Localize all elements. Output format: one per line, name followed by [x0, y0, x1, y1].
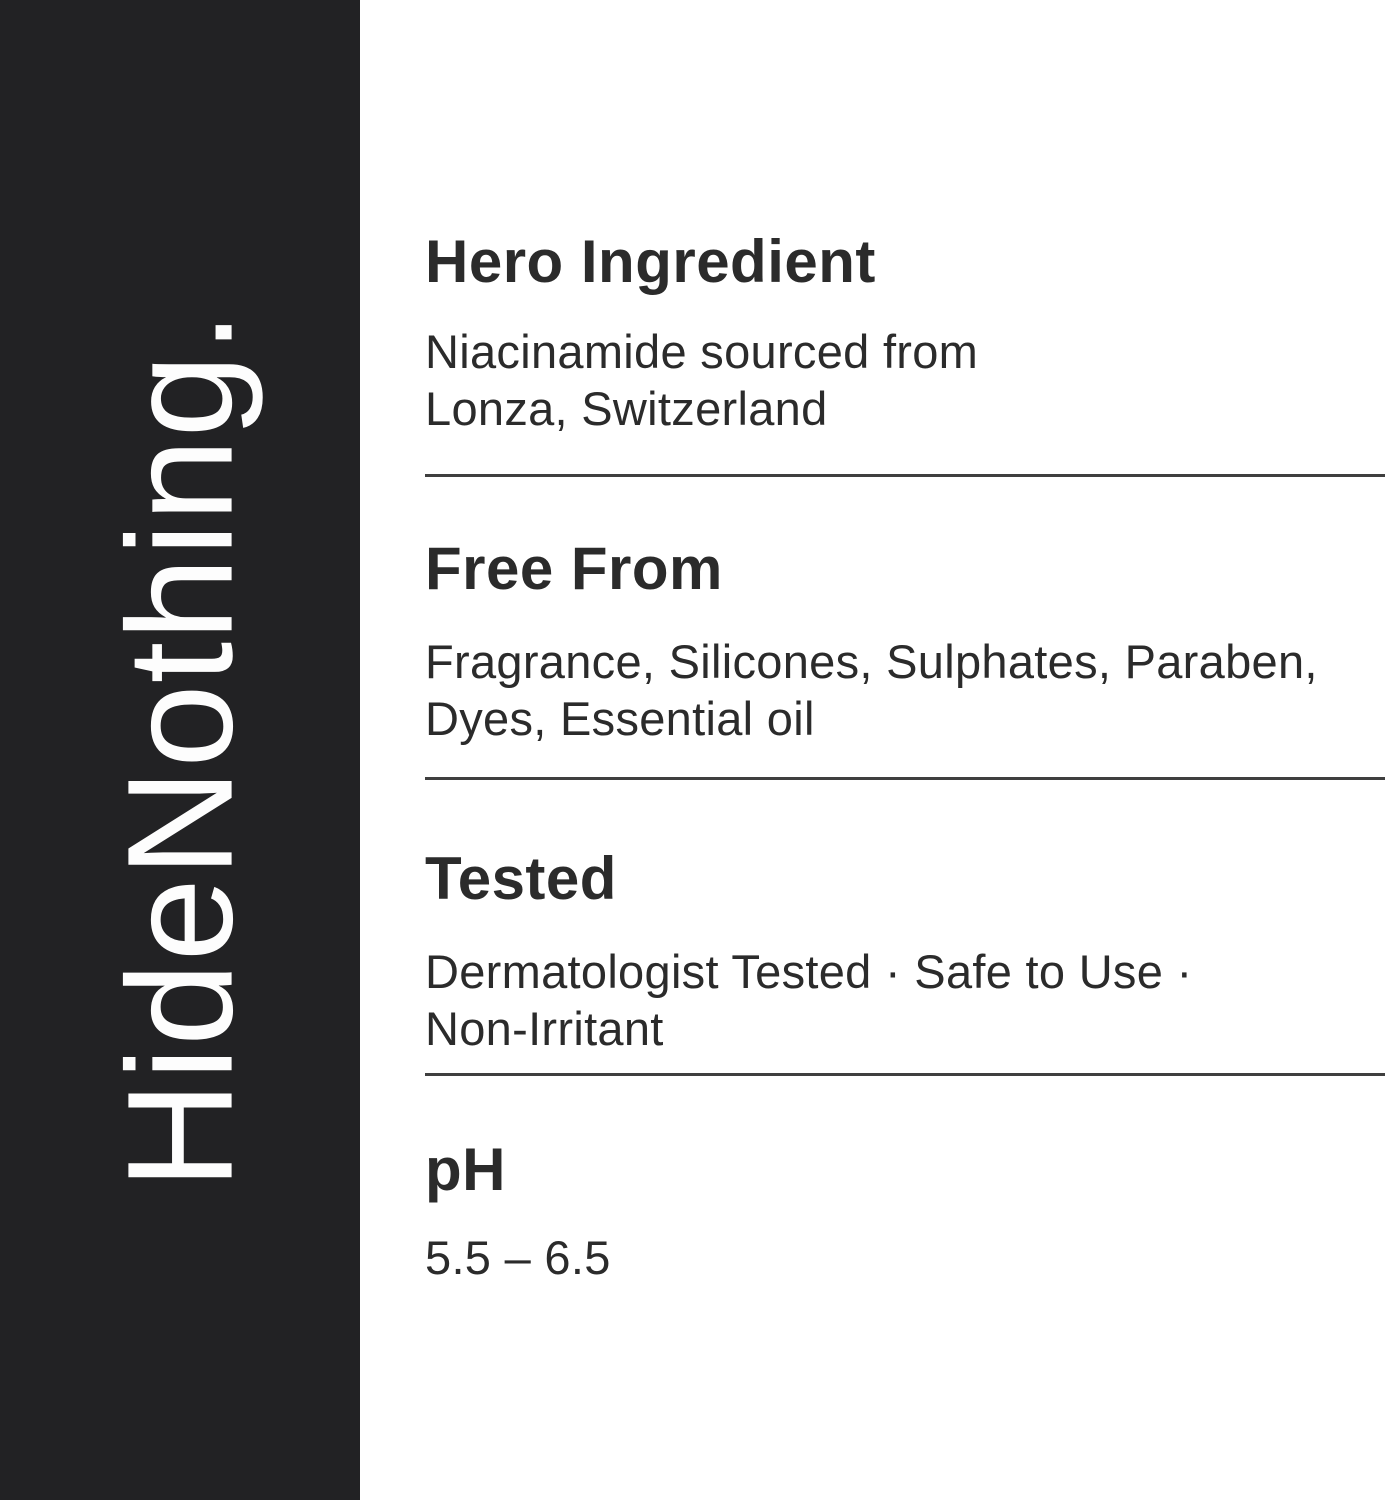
section-body-free-from	[425, 633, 1385, 747]
body-line: 5.5 – 6.5	[425, 1231, 611, 1284]
brand-logo-text: HideNothing.	[96, 310, 264, 1190]
body-line: Non-Irritant	[425, 1002, 664, 1055]
brand-sidebar	[0, 0, 360, 1500]
section-title-ph: pH	[425, 1136, 506, 1203]
section-body-hero-ingredient	[425, 323, 1385, 437]
body-line: Fragrance, Silicones, Sulphates, Paraben,	[425, 635, 1318, 688]
section-title-tested: Tested	[425, 845, 617, 912]
content-area	[425, 0, 1385, 1500]
body-line: Niacinamide sourced from	[425, 325, 979, 378]
section-divider	[425, 474, 1385, 477]
section-title-free-from: Free From	[425, 535, 723, 602]
section-divider	[425, 1073, 1385, 1076]
body-line: Dyes, Essential oil	[425, 692, 815, 745]
section-body-ph	[425, 1229, 1385, 1286]
section-body-tested	[425, 943, 1385, 1057]
body-line: Dermatologist Tested · Safe to Use ·	[425, 945, 1193, 998]
section-divider	[425, 777, 1385, 780]
body-line: Lonza, Switzerland	[425, 382, 828, 435]
section-title-hero-ingredient: Hero Ingredient	[425, 228, 876, 295]
